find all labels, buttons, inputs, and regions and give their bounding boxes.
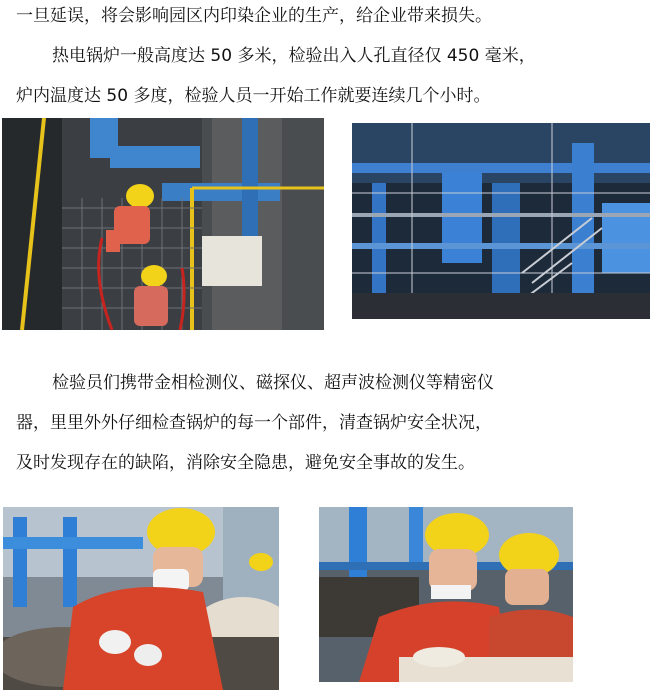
- text-line: 检验员们携带金相检测仪、磁探仪、超声波检测仪等精密仪: [52, 373, 494, 393]
- inspector-checking-pipe-photo: [3, 507, 279, 690]
- two-inspectors-photo: [319, 507, 573, 682]
- paragraph-2: [16, 375, 646, 475]
- boiler-structure-photo: [352, 123, 650, 319]
- text-line: 器，里里外外仔细检查锅炉的每一个部件，清查锅炉安全状况，: [16, 413, 492, 433]
- paragraph-1: [16, 8, 646, 108]
- text-line: 及时发现存在的缺陷，消除安全隐患，避免安全事故的发生。: [16, 453, 475, 473]
- text-line: 炉内温度达 50 多度，检验人员一开始工作就要连续几个小时。: [16, 86, 491, 106]
- text-line: 热电锅炉一般高度达 50 多米，检验出入人孔直径仅 450 毫米，: [52, 46, 536, 66]
- text-line: 一旦延误，将会影响园区内印染企业的生产，给企业带来损失。: [16, 6, 492, 26]
- inspectors-climbing-photo: [2, 118, 324, 330]
